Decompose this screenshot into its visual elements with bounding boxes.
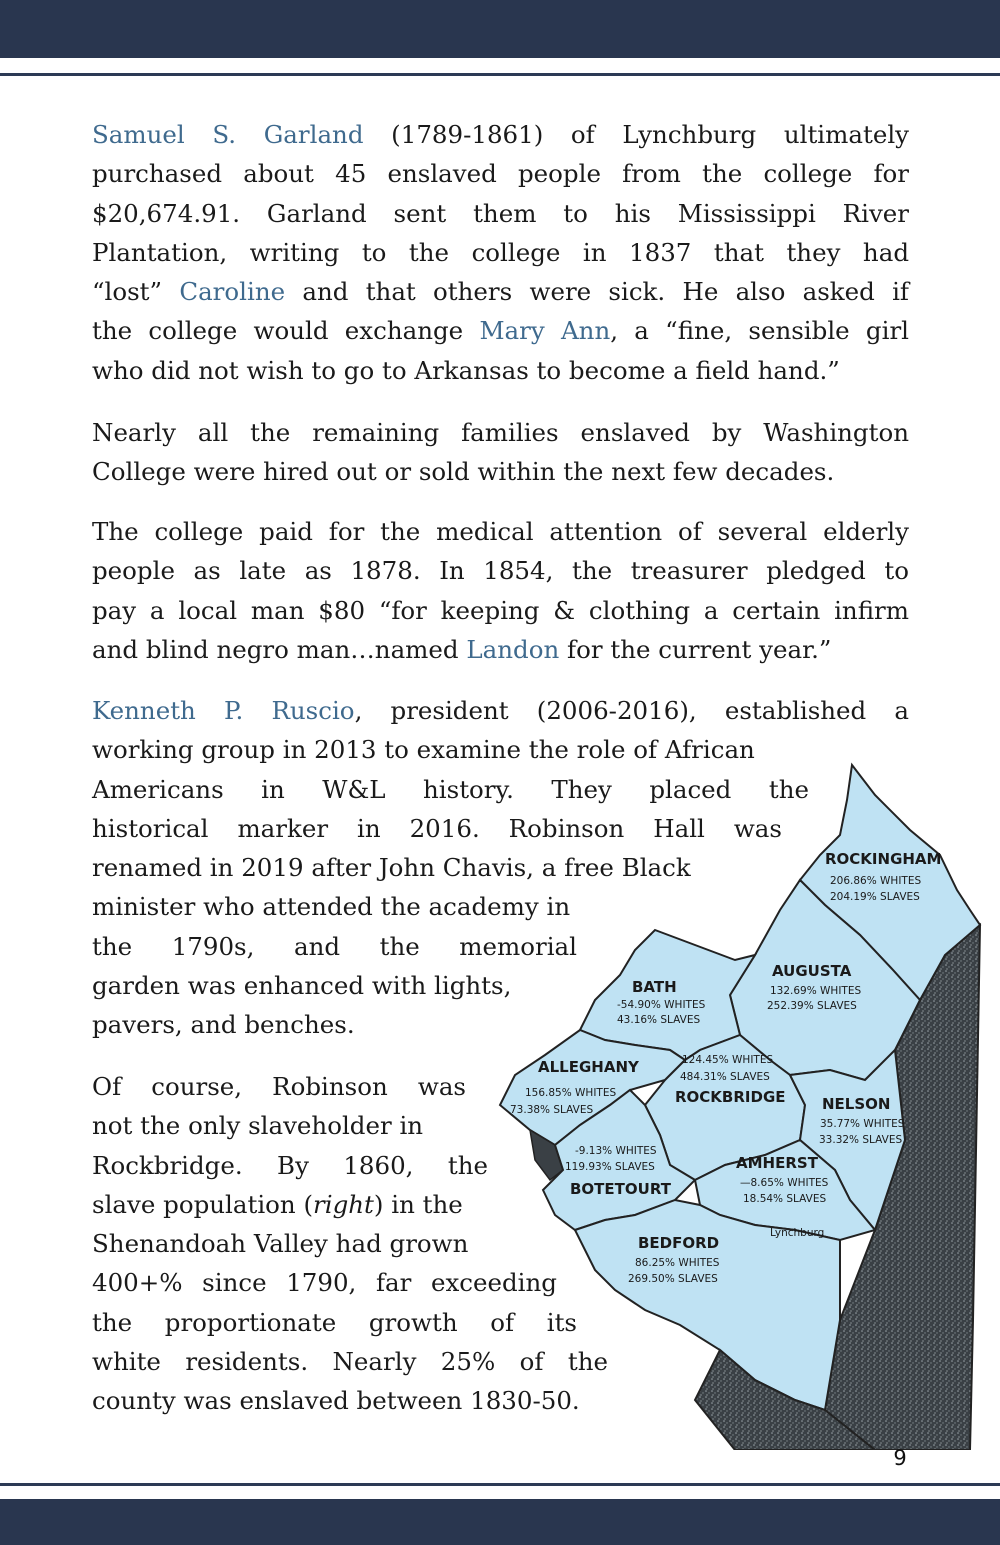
label-rockingham: ROCKINGHAM [825, 850, 942, 868]
footer-bar [0, 1499, 1000, 1545]
rockbridge-whites: 124.45% WHITES [682, 1054, 774, 1066]
rockbridge-slaves: 484.31% SLAVES [680, 1071, 770, 1083]
label-botetourt: BOTETOURT [570, 1180, 671, 1198]
label-bedford: BEDFORD [638, 1234, 720, 1252]
label-alleghany: ALLEGHANY [538, 1058, 639, 1076]
amherst-slaves: 18.54% SLAVES [743, 1193, 827, 1205]
header-bar [0, 0, 1000, 58]
header-rule [0, 73, 1000, 76]
label-nelson: NELSON [822, 1095, 891, 1113]
augusta-whites: 132.69% WHITES [770, 985, 862, 997]
name-landon: Landon [466, 634, 560, 664]
bedford-whites: 86.25% WHITES [635, 1257, 720, 1269]
name-mary-ann: Mary Ann [479, 316, 611, 346]
paragraph-families: Nearly all the remaining families enslaved by Washington College were hired out or sold within the next few decades. [92, 418, 909, 487]
bath-slaves: 43.16% SLAVES [617, 1014, 701, 1026]
label-lynchburg: Lynchburg [770, 1227, 825, 1239]
paragraph-garland: Samuel S. Garland (1789-1861) of Lynchburg ultimately purchased about 45 enslaved people from the college for $20,674.91. Garland sent them to his Mississippi River Plantation, writing to the college in 1837 that they had “lost” Caroline and that others were sick. He also asked if the college would exchange Mary Ann, a “fine, sensible girl who did not wish to go to Arkansas to become a field hand.” [92, 120, 909, 385]
label-amherst: AMHERST [736, 1154, 818, 1172]
bath-whites: -54.90% WHITES [617, 999, 706, 1011]
alleghany-whites: 156.85% WHITES [525, 1087, 617, 1099]
footer-rule [0, 1483, 1000, 1486]
rockingham-slaves: 204.19% SLAVES [830, 891, 920, 903]
name-caroline: Caroline [179, 277, 286, 307]
botetourt-whites: -9.13% WHITES [575, 1145, 657, 1157]
paragraph-ruscio: Kenneth P. Ruscio, president (2006-2016), established a working group in 2013 to examine the role of African Americans in W&L history. They placed the historical marker in 2016. Robinson Hall was renamed in 2019 after John Chavis, a free Black minister who attended the academy in the 1790s, and the memorial garden was enhanced with lights, pavers, and benches. [92, 696, 909, 1040]
botetourt-slaves: 119.93% SLAVES [565, 1161, 655, 1173]
page-number: 9 [893, 1446, 907, 1470]
name-ruscio: Kenneth P. Ruscio [92, 696, 355, 725]
augusta-slaves: 252.39% SLAVES [767, 1000, 857, 1012]
rockingham-whites: 206.86% WHITES [830, 875, 922, 887]
alleghany-slaves: 73.38% SLAVES [510, 1104, 594, 1116]
label-augusta: AUGUSTA [772, 962, 852, 980]
name-garland: Samuel S. Garland [92, 120, 364, 149]
nelson-whites: 35.77% WHITES [820, 1118, 905, 1130]
bedford-slaves: 269.50% SLAVES [628, 1273, 718, 1285]
nelson-slaves: 33.32% SLAVES [819, 1134, 903, 1146]
shenandoah-valley-map [495, 760, 985, 1450]
paragraph-slave-population: Of course, Robinson was not the only slaveholder in Rockbridge. By 1860, the slave population (right) in the Shenandoah Valley had grown 400+% since 1790, far exceeding the proportionate growth of its white residents. Nearly 25% of the county was enslaved between 1830-50. [92, 1072, 608, 1416]
label-bath: BATH [632, 978, 677, 996]
amherst-whites: —8.65% WHITES [740, 1177, 829, 1189]
paragraph-medical: The college paid for the medical attention of several elderly people as late as 1878. In 1854, the treasurer pledged to pay a local man $80 “for keeping & clothing a certain infirm and blind negro man…named Landon for the current year.” [92, 517, 909, 664]
label-rockbridge: ROCKBRIDGE [675, 1088, 786, 1106]
